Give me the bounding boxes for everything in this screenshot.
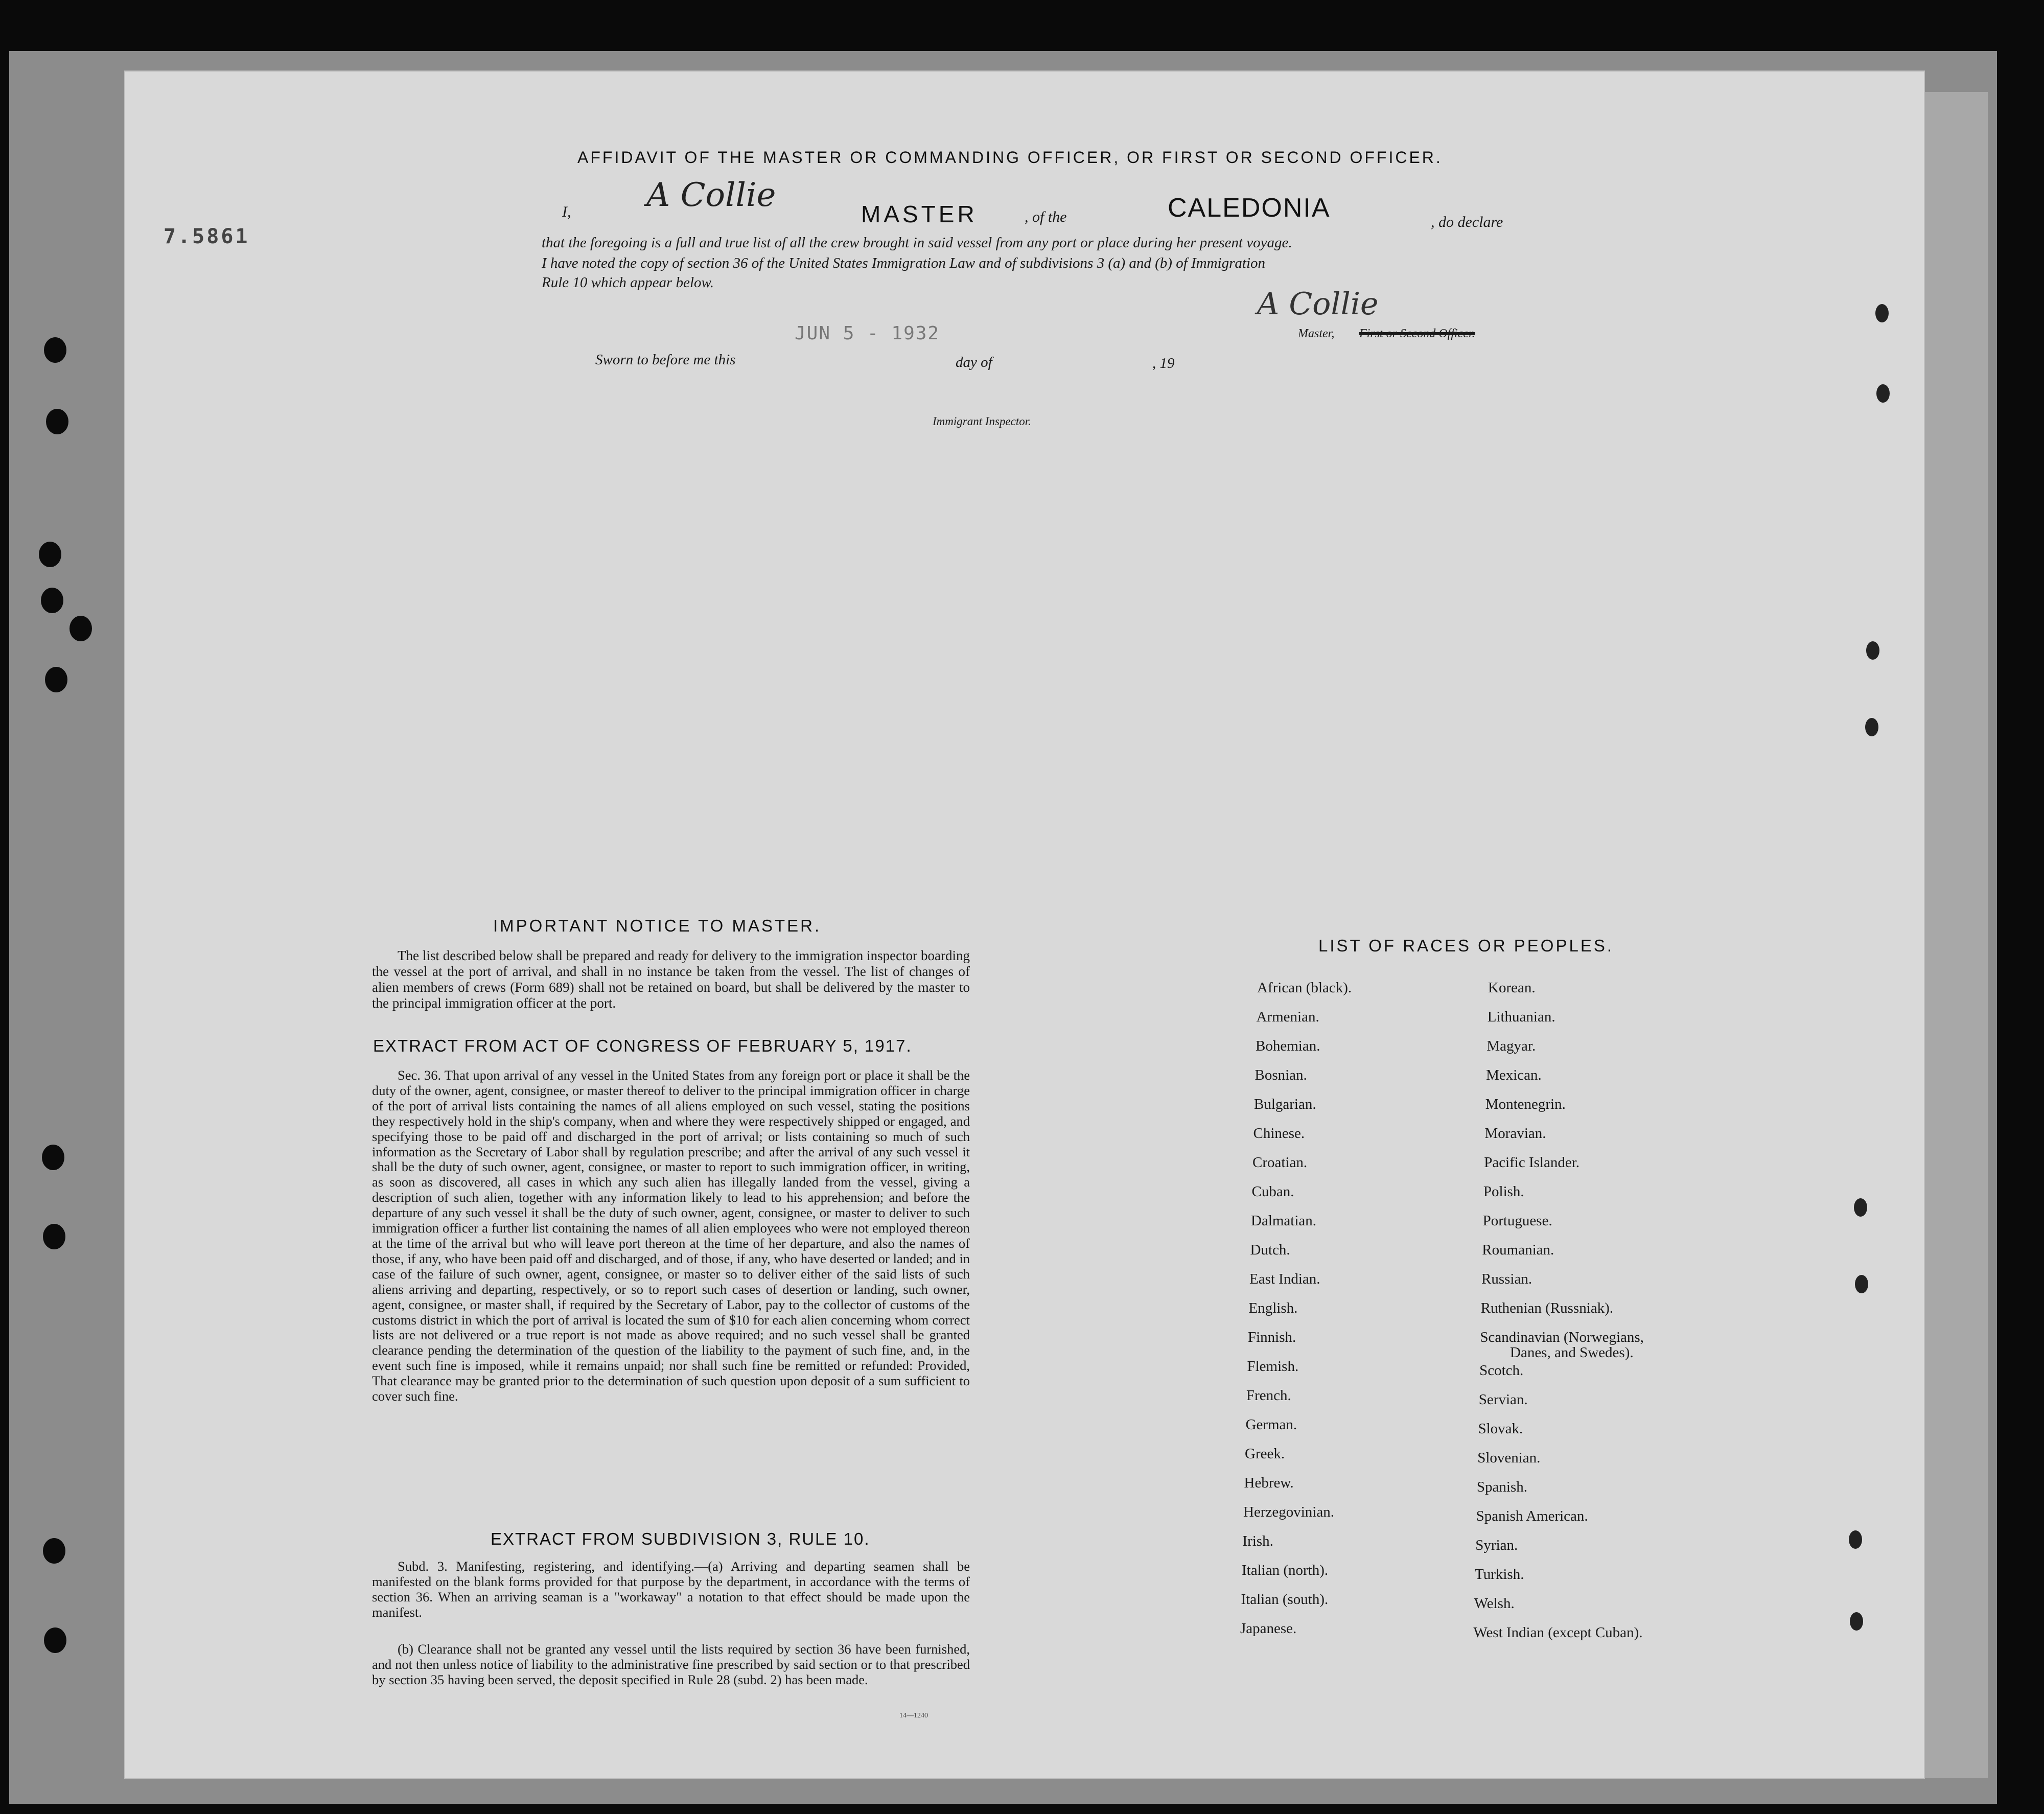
binder-hole — [46, 409, 68, 434]
rule-extract-title: EXTRACT FROM SUBDIVISION 3, RULE 10. — [491, 1529, 870, 1548]
rank-field: MASTER — [861, 201, 978, 227]
race-item: Irish. — [1242, 1533, 1273, 1549]
declaration-line: Rule 10 which appear below. — [542, 274, 714, 291]
race-item: Welsh. — [1474, 1595, 1515, 1612]
binder-hole — [1876, 384, 1890, 403]
race-item: Cuban. — [1251, 1183, 1294, 1200]
do-declare-label: , do declare — [1431, 214, 1503, 230]
race-item: African (black). — [1257, 980, 1352, 996]
vessel-name-field: CALEDONIA — [1168, 193, 1331, 223]
race-item: Pacific Islander. — [1484, 1154, 1580, 1171]
date-stamp: JUN 5 - 1932 — [795, 323, 940, 344]
race-item: Bosnian. — [1255, 1067, 1307, 1083]
i-label: I, — [562, 203, 571, 220]
declaration-line: I have noted the copy of section 36 of the United States Immigration Law and of subdivisions 3 (a) and (b) of Immigration — [542, 255, 1266, 271]
of-the-label: , of the — [1025, 208, 1067, 225]
race-item: Lithuanian. — [1487, 1009, 1555, 1025]
act-extract-title: EXTRACT FROM ACT OF CONGRESS OF FEBRUARY 5, 1917. — [373, 1036, 912, 1055]
race-item: Montenegrin. — [1485, 1096, 1566, 1112]
binder-hole — [43, 1224, 65, 1249]
struck-officer-label: First or Second Officer. — [1359, 327, 1475, 340]
race-item: Bulgarian. — [1254, 1096, 1316, 1112]
act-extract-text: Sec. 36. That upon arrival of any vessel in the United States from any foreign port or place it shall be the duty of the owner, agent, consignee, or master thereof to deliver to the principal immigration officer in charge of the port of arrival lists containing the names of all aliens employed on such vessel, stating the positions they respectively hold in the ship's company, when and where they were respectively shipped or engaged, and specifying those to be paid off and discharged in the port of arrival; or lists containing so much of such information as the Secretary of Labor shall by regulation prescribe; and after the arrival of any such vessel it shall be the duty of such owner, agent, consignee, or master to report to such immigration officer, in writing, as soon as discovered, all cases in which any such alien has illegally landed from the vessel, giving a description of such alien, together with any information likely to lead to his apprehension; and before the departure of any such vessel it shall be the duty of such owner, agent, consignee, or master to deliver to such immigration officer a further list containing the names of all alien employees who were not employed thereon at the time of the arrival but who will leave port thereon at the time of her departure, and also the names of those, if any, who have been paid off and discharged, and of those, if any, who have deserted or landed; and in case of the failure of such owner, agent, consignee, or master so to deliver either of the said lists of such aliens arriving and departing, respectively, or so to report such cases of desertion or landing, such owner, agent, consignee, or master shall, if required by the Secretary of Labor, pay to the collector of customs of the customs district in which the port of arrival is located the sum of $10 for each alien concerning whom correct lists are not delivered or a true report is not made as above required; and no such vessel shall be granted clearance pending the determination of the question of the liability to the payment of such fine, and, in the event such fine is imposed, while it remains unpaid; nor shall such fine be remitted or refunded: Provided, That clearance may be granted prior to the determination of such question upon deposit of a sum sufficient to cover such fine. — [372, 1067, 970, 1404]
binder-hole — [1875, 304, 1889, 322]
race-item: English. — [1248, 1300, 1298, 1316]
race-item: Polish. — [1483, 1183, 1524, 1200]
binder-hole — [1866, 641, 1879, 660]
race-item: Italian (south). — [1241, 1591, 1329, 1608]
race-item: Roumanian. — [1482, 1242, 1554, 1258]
race-item: Croatian. — [1252, 1154, 1308, 1171]
race-item: Herzegovinian. — [1243, 1504, 1334, 1520]
sworn-label: Sworn to before me this — [595, 352, 736, 368]
binder-hole — [41, 588, 63, 613]
race-item: Turkish. — [1475, 1566, 1524, 1583]
race-item: Armenian. — [1256, 1009, 1319, 1025]
inspector-label: Immigrant Inspector. — [933, 415, 1031, 428]
rule-extract-text-b: (b) Clearance shall not be granted any vessel until the lists required by section 36 have been furnished, and not then unless notice of liability to the administrative fine prescribed by said section or to that prescribed by section 35 having been served, the deposit specified in Rule 28 (subd. 2) has been made. — [372, 1641, 970, 1687]
race-item: Hebrew. — [1244, 1475, 1294, 1491]
binder-hole — [43, 1538, 65, 1564]
declaration-line: that the foregoing is a full and true list of all the crew brought in said vessel from any port or place during her present voyage. — [542, 235, 1292, 251]
race-item: Dutch. — [1250, 1242, 1290, 1258]
race-item: German. — [1245, 1416, 1297, 1433]
race-item: Bohemian. — [1256, 1038, 1320, 1054]
binder-hole — [69, 616, 92, 641]
affidavit-title: AFFIDAVIT OF THE MASTER OR COMMANDING OFFICER, OR FIRST OR SECOND OFFICER. — [577, 148, 1443, 167]
race-item: East Indian. — [1249, 1271, 1320, 1287]
rule-extract-text-a: Subd. 3. Manifesting, registering, and identifying.—(a) Arriving and departing seamen shall be manifested on the blank forms provided for that purpose by the department, in accordance with the terms of section 36. When an arriving seaman is a "workaway" a notation to that effect should be made upon the manifest. — [372, 1559, 970, 1620]
race-item: Dalmatian. — [1251, 1213, 1317, 1229]
master-label: Master, — [1298, 327, 1335, 340]
race-item: Syrian. — [1475, 1537, 1518, 1553]
binder-hole — [1854, 1198, 1867, 1217]
binder-hole — [42, 1145, 64, 1170]
race-item: Portuguese. — [1482, 1213, 1552, 1229]
binder-hole — [39, 542, 61, 567]
form-number: 14—1240 — [899, 1712, 928, 1719]
race-item: Ruthenian (Russniak). — [1480, 1300, 1614, 1316]
race-item: Mexican. — [1486, 1067, 1542, 1083]
notice-text: The list described below shall be prepared and ready for delivery to the immigration inspector boarding the vessel at the port of arrival, and shall in no instance be taken from the vessel. The list of changes of alien members of crews (Form 689) shall not be retained on board, but shall be delivered by the master to the principal immigration officer at the port. — [372, 948, 970, 1011]
race-item: Slovenian. — [1477, 1450, 1541, 1466]
race-item: Moravian. — [1484, 1125, 1546, 1142]
race-item: Servian. — [1478, 1391, 1528, 1408]
race-item: Scotch. — [1479, 1362, 1524, 1379]
binder-hole — [1850, 1612, 1863, 1631]
race-item-continuation: Danes, and Swedes). — [1510, 1344, 1634, 1361]
year-label: , 19 — [1152, 355, 1175, 371]
races-title: LIST OF RACES OR PEOPLES. — [1318, 936, 1614, 955]
day-of-label: day of — [956, 354, 992, 370]
race-item: Russian. — [1481, 1271, 1532, 1287]
form-page — [125, 72, 1924, 1778]
race-item: French. — [1246, 1387, 1291, 1404]
binder-hole — [44, 337, 66, 363]
race-item: Korean. — [1488, 980, 1536, 996]
race-item: Slovak. — [1478, 1421, 1523, 1437]
race-item: Scandinavian (Norwegians, — [1480, 1329, 1644, 1345]
race-item: Spanish American. — [1476, 1508, 1588, 1524]
side-stamp: 7.5861 — [164, 225, 250, 248]
binder-hole — [1855, 1275, 1868, 1293]
race-item: Japanese. — [1240, 1620, 1297, 1637]
notice-title: IMPORTANT NOTICE TO MASTER. — [493, 916, 822, 935]
binder-hole — [44, 1627, 66, 1653]
master-name-signature: A Collie — [646, 176, 776, 214]
race-item: Chinese. — [1253, 1125, 1305, 1142]
race-item: Greek. — [1245, 1446, 1285, 1462]
binder-hole — [1849, 1530, 1862, 1549]
binder-hole — [1865, 718, 1878, 736]
race-item: Italian (north). — [1242, 1562, 1329, 1578]
binder-hole — [45, 667, 67, 692]
race-item: Finnish. — [1248, 1329, 1296, 1345]
race-item: Magyar. — [1486, 1038, 1536, 1054]
race-item: Spanish. — [1476, 1479, 1527, 1495]
race-item: Flemish. — [1247, 1358, 1299, 1375]
race-item: West Indian (except Cuban). — [1473, 1624, 1643, 1641]
master-signature: A Collie — [1257, 286, 1379, 322]
